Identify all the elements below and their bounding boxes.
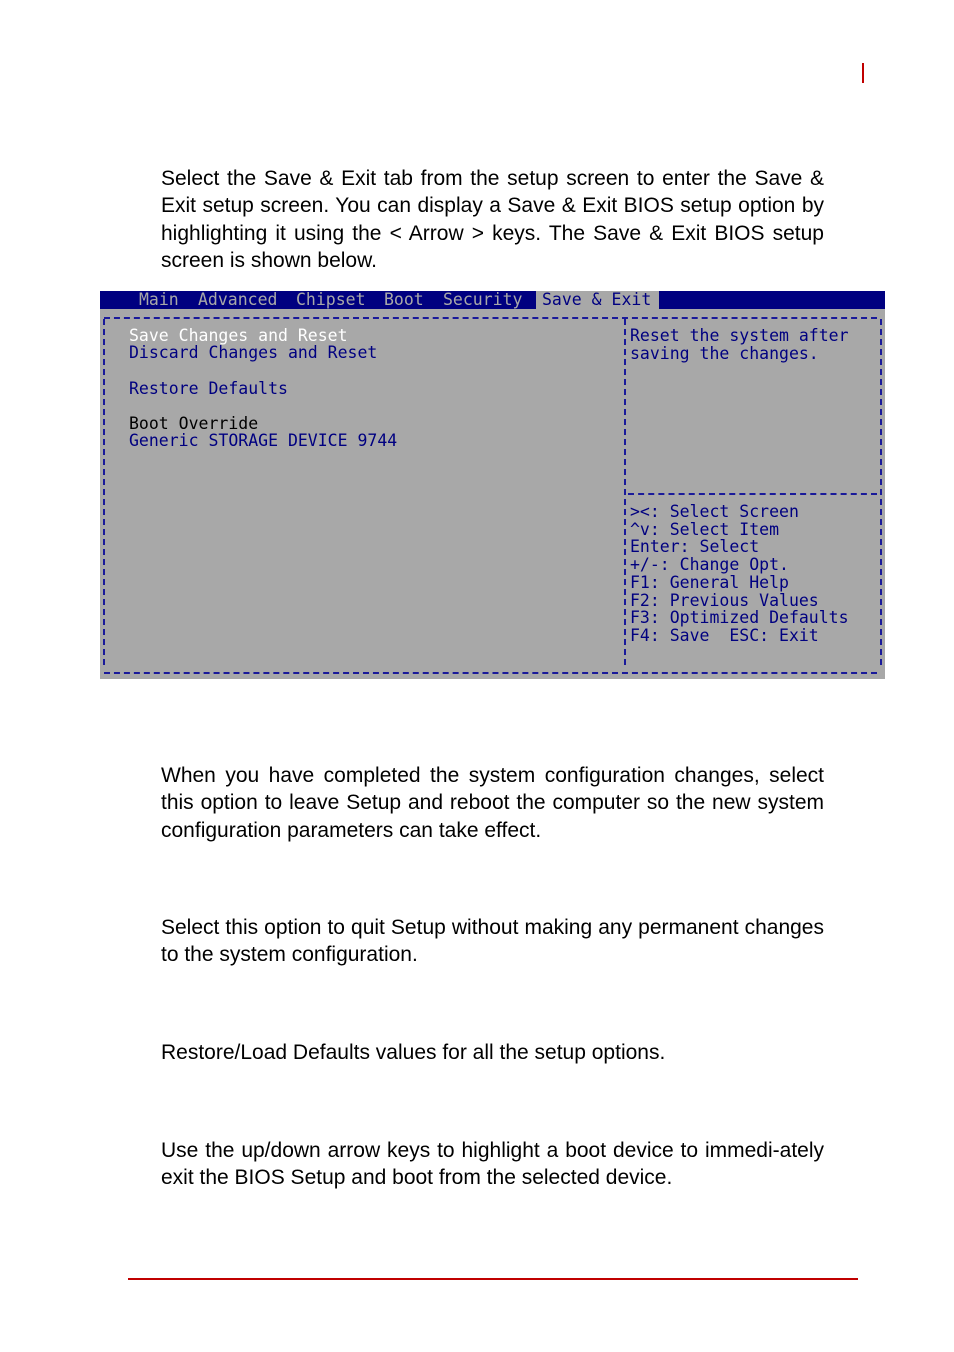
help-line: Reset the system after xyxy=(630,326,849,345)
footer-rule xyxy=(128,1278,858,1280)
menu-item-save-changes-reset[interactable]: Save Changes and Reset xyxy=(129,326,348,345)
key-hint: +/-: Change Opt. xyxy=(630,555,789,575)
key-hint: F2: Previous Values xyxy=(630,590,819,610)
tab-advanced[interactable]: Advanced xyxy=(198,291,278,309)
tab-boot[interactable]: Boot xyxy=(384,291,424,309)
tab-chipset[interactable]: Chipset xyxy=(296,291,366,309)
menu-item-restore-defaults[interactable]: Restore Defaults xyxy=(129,379,288,398)
key-hint: ><: Select Screen xyxy=(630,502,799,521)
frame-divider xyxy=(624,319,626,665)
boot-override-description: Use the up/down arrow keys to highlight a boot device to immedi-ately exit the BIOS Setup and boot from the selected device. xyxy=(161,1139,824,1190)
help-line: saving the changes. xyxy=(630,343,819,363)
bios-tab-bar xyxy=(100,291,885,309)
frame-left-border xyxy=(103,319,105,665)
bios-screenshot xyxy=(100,291,885,679)
frame-right-border xyxy=(880,319,882,665)
menu-item-boot-device[interactable]: Generic STORAGE DEVICE 9744 xyxy=(129,431,398,450)
key-hint: F1: General Help xyxy=(630,572,789,592)
intro-paragraph: Select the Save & Exit tab from the setup screen to enter the Save & Exit setup screen. You can display a Save & Exit BIOS setup option by highlighting it using the < Arrow > keys. The Save & Exit BIOS setup screen is shown below. xyxy=(161,167,824,272)
frame-top-border xyxy=(104,317,877,319)
frame-bottom-border xyxy=(104,672,877,674)
restore-defaults-description: Restore/Load Defaults values for all the setup options. xyxy=(161,1041,666,1064)
key-hint: F3: Optimized Defaults xyxy=(630,608,849,628)
boot-override-heading: Boot Override xyxy=(129,414,259,433)
menu-item-discard-changes-reset[interactable]: Discard Changes and Reset xyxy=(129,343,378,362)
tab-save-exit[interactable]: Save & Exit xyxy=(536,291,659,309)
key-hint: ^v: Select Item xyxy=(630,519,780,539)
page-margin-marker xyxy=(862,63,864,83)
help-separator xyxy=(628,493,877,495)
discard-changes-description: Select this option to quit Setup without making any permanent changes to the system configuration. xyxy=(161,916,824,967)
key-hint: F4: Save ESC: Exit xyxy=(630,625,819,645)
tab-main[interactable]: Main xyxy=(139,291,179,309)
save-changes-description: When you have completed the system configuration changes, select this option to leave Setup and reboot the computer so the new system configuration parameters can take effect. xyxy=(161,764,824,842)
key-hint: Enter: Select xyxy=(630,537,760,557)
tab-security[interactable]: Security xyxy=(443,291,523,309)
